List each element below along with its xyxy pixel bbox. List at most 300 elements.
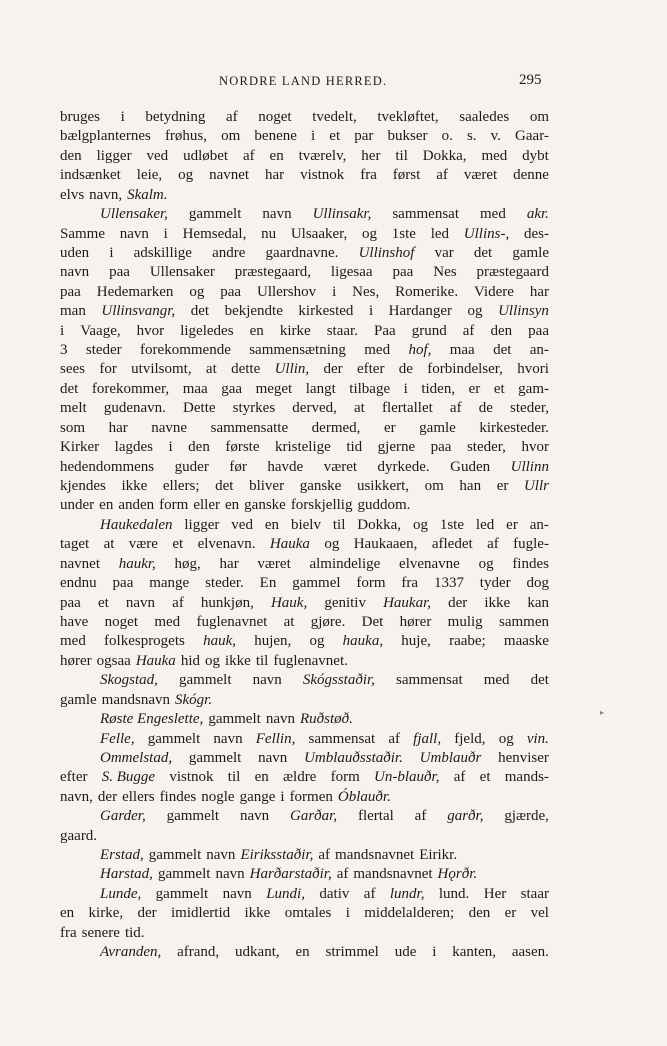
word: Hauka xyxy=(269,536,310,553)
word: omtales xyxy=(284,905,332,922)
word: Garðar, xyxy=(290,808,338,825)
word: efter xyxy=(60,769,88,786)
word: gaa xyxy=(221,380,243,397)
word: af xyxy=(388,730,400,747)
word: der xyxy=(97,788,118,805)
word: og xyxy=(362,225,378,242)
word: været xyxy=(463,167,498,184)
margin-mark: ▸ xyxy=(600,708,605,717)
word: denne xyxy=(513,167,549,184)
word: steder, xyxy=(510,400,549,417)
word: ligger xyxy=(96,147,132,164)
text-line xyxy=(60,555,549,574)
word: paa xyxy=(60,594,81,611)
word: Hemsedal, xyxy=(182,225,247,242)
word: Harðarstaðir, xyxy=(249,866,332,883)
word: forbindelser, xyxy=(427,361,503,378)
word: paa xyxy=(392,264,414,281)
word: steder, xyxy=(466,439,506,456)
word: en xyxy=(295,944,310,961)
word: lagdes xyxy=(114,439,153,456)
text-line xyxy=(60,360,549,379)
word: almindelige xyxy=(309,555,381,572)
header-title: NORDRE LAND HERRED. xyxy=(219,74,388,88)
word: fra xyxy=(60,924,77,941)
text-line xyxy=(60,263,549,282)
word: og xyxy=(178,167,194,184)
word: bælgplanternes xyxy=(60,128,151,145)
word: her xyxy=(361,147,381,164)
text-line xyxy=(60,613,549,632)
word: Ullensaker xyxy=(149,264,215,281)
word: et xyxy=(493,380,505,397)
word: fjeld, xyxy=(454,730,486,747)
word: mandsnavnet xyxy=(335,847,415,864)
word: tid xyxy=(346,439,363,456)
word: af xyxy=(172,594,184,611)
word: man xyxy=(60,303,86,320)
word: genitiv xyxy=(324,594,366,611)
word: Dokka, xyxy=(422,147,467,164)
word: leie, xyxy=(136,167,163,184)
word: af xyxy=(242,147,255,164)
word: ligesaa xyxy=(330,264,373,281)
word: hunkjøn, xyxy=(200,594,254,611)
word: gammelt xyxy=(166,808,220,825)
text-line xyxy=(60,438,549,457)
word: bukser xyxy=(387,128,428,145)
word: i xyxy=(109,244,114,261)
word: det xyxy=(60,380,79,397)
word: Nes xyxy=(433,264,457,281)
word: kirkesteder. xyxy=(479,419,549,436)
word: forekommende xyxy=(140,342,231,359)
word: i xyxy=(332,283,337,300)
word: det xyxy=(473,244,493,261)
text-line xyxy=(60,322,549,341)
word: garðr, xyxy=(447,808,484,825)
text-line xyxy=(60,399,549,418)
word: hvor xyxy=(136,322,165,339)
word: par xyxy=(354,128,374,145)
word: dyrkede. xyxy=(377,458,430,475)
word: s. xyxy=(466,128,477,145)
word: for xyxy=(99,361,117,378)
word: hvori xyxy=(517,361,549,378)
word: form xyxy=(356,575,386,592)
word: af xyxy=(436,167,448,184)
word: et xyxy=(172,536,184,553)
word: Ullinsvangr, xyxy=(101,303,176,320)
word: under xyxy=(60,497,95,514)
word: tiden, xyxy=(421,380,456,397)
word: dybt xyxy=(522,147,549,164)
word: Skógsstaðir, xyxy=(302,672,375,689)
word: kirke, xyxy=(88,905,124,922)
word: navn xyxy=(258,749,288,766)
word: formen xyxy=(289,788,333,805)
text-line xyxy=(60,943,549,962)
text-line xyxy=(60,827,549,846)
text-line xyxy=(60,807,549,826)
word: gamle xyxy=(60,691,97,708)
word: eller xyxy=(193,497,220,514)
word: i xyxy=(432,944,437,961)
word: ogsaa xyxy=(96,652,131,669)
word: sees xyxy=(60,361,85,378)
word: paa xyxy=(112,575,134,592)
word: den xyxy=(60,147,82,164)
word: Guden xyxy=(450,458,491,475)
word: af xyxy=(453,769,466,786)
text-line xyxy=(60,574,549,593)
word: af xyxy=(414,808,427,825)
word: med xyxy=(483,672,510,689)
word: ældre xyxy=(283,769,317,786)
word: har xyxy=(108,419,128,436)
word: hauk, xyxy=(203,633,236,650)
word: paa xyxy=(60,283,81,300)
text-line xyxy=(60,496,549,515)
word: Dokka, xyxy=(357,516,402,533)
word: forskjellig xyxy=(290,497,353,514)
word: gjerne xyxy=(377,439,416,456)
word: Ullin, xyxy=(274,361,310,378)
word: og xyxy=(204,652,220,669)
text-line xyxy=(60,865,549,884)
word: den xyxy=(490,322,513,339)
word: kristelige xyxy=(274,439,331,456)
word: adskillige xyxy=(133,244,192,261)
word: har xyxy=(264,167,285,184)
text-line xyxy=(60,788,549,807)
word: hører xyxy=(399,613,432,630)
word: gjøre. xyxy=(310,613,346,630)
text-line xyxy=(60,341,549,360)
word: først xyxy=(392,167,421,184)
word: navn xyxy=(239,808,270,825)
word: et xyxy=(97,594,109,611)
word: navnet xyxy=(209,167,250,184)
word: hid xyxy=(180,652,200,669)
word: Haukar, xyxy=(383,594,432,611)
word: Dette xyxy=(183,400,216,417)
text-line xyxy=(60,924,549,943)
text-line xyxy=(60,846,549,865)
word: an- xyxy=(529,342,549,359)
text-line xyxy=(60,205,549,224)
text-line xyxy=(60,302,549,321)
word: ved xyxy=(146,147,169,164)
word: folkesprogets xyxy=(104,633,185,650)
word: Ulsaaker, xyxy=(290,225,348,242)
word: ganske xyxy=(244,497,286,514)
word: gammelt xyxy=(188,749,242,766)
word: navn xyxy=(206,847,236,864)
word: Ommelstad, xyxy=(100,749,173,766)
word: findes xyxy=(159,788,197,805)
text-line xyxy=(60,127,549,146)
word: en xyxy=(254,769,269,786)
word: dativ xyxy=(319,885,350,902)
word: grund xyxy=(411,322,447,339)
word: bruges xyxy=(60,109,100,125)
word: Hauka xyxy=(135,652,176,669)
word: guder xyxy=(174,458,209,475)
word: er xyxy=(468,380,481,397)
word: i xyxy=(280,788,285,805)
word: dog xyxy=(526,575,549,592)
word: Hauk, xyxy=(270,594,308,611)
text-line xyxy=(60,710,549,729)
word: navn xyxy=(252,672,282,689)
word: o. xyxy=(441,128,453,145)
word: en xyxy=(224,497,240,514)
word: udkant, xyxy=(235,944,280,961)
text-line xyxy=(60,904,549,923)
word: dette xyxy=(231,361,261,378)
word: været xyxy=(323,458,358,475)
word: mandsnavn xyxy=(101,691,170,708)
word: steder. xyxy=(205,575,244,592)
word: Haukedalen xyxy=(100,516,173,533)
word: nogle xyxy=(201,788,235,805)
word: præstegaard, xyxy=(234,264,311,281)
word: til xyxy=(255,652,269,669)
word: Ruðstøð. xyxy=(299,711,353,728)
word: navn xyxy=(60,264,90,281)
word: noget xyxy=(104,613,138,630)
word: ellers; xyxy=(162,478,200,495)
word: Umblauðr xyxy=(419,749,482,766)
word: paa xyxy=(430,439,452,456)
word: en xyxy=(264,516,280,533)
word: navn, xyxy=(89,186,123,203)
word: Nes, xyxy=(352,283,380,300)
word: imidlertid xyxy=(170,905,231,922)
word: er xyxy=(383,419,396,436)
word: Hardanger xyxy=(388,303,452,320)
word: Felle, xyxy=(100,730,135,747)
word: fuglenavnet xyxy=(196,613,268,630)
word: mulig xyxy=(447,613,483,630)
word: og xyxy=(324,536,340,553)
word: lundr, xyxy=(389,885,425,902)
word: sammensætning xyxy=(249,342,346,359)
word: Harstad, xyxy=(100,866,153,883)
word: været xyxy=(257,555,291,572)
word: Un-blauðr, xyxy=(374,769,440,786)
word: hører xyxy=(60,652,92,669)
word: gamle xyxy=(419,419,456,436)
word: Ullinsakr, xyxy=(312,206,372,223)
text-line xyxy=(60,691,549,710)
word: ude xyxy=(394,944,417,961)
text-line xyxy=(60,516,549,535)
word: gaard. xyxy=(60,827,98,844)
text-line xyxy=(60,419,549,438)
word: v. xyxy=(490,128,501,145)
word: til xyxy=(227,769,241,786)
word: om xyxy=(529,109,549,125)
word: betydning xyxy=(145,109,206,125)
word: Hedemarken xyxy=(96,283,174,300)
word: Røste Engeslette, xyxy=(100,711,204,728)
word: i xyxy=(120,109,125,125)
word: indsænket xyxy=(60,167,121,184)
word: navne xyxy=(151,419,188,436)
word: et xyxy=(479,769,491,786)
word: have xyxy=(60,613,89,630)
word: og xyxy=(498,730,514,747)
word: Avranden, xyxy=(100,944,162,961)
word: hvor xyxy=(521,439,549,456)
word: an- xyxy=(529,516,549,533)
word: 3 xyxy=(60,342,68,359)
word: der xyxy=(323,361,343,378)
word: navn xyxy=(119,225,149,242)
word: vistnok xyxy=(300,167,345,184)
word: dermed, xyxy=(311,419,361,436)
word: maa xyxy=(182,380,208,397)
word: led xyxy=(475,516,495,533)
text-line xyxy=(60,730,549,749)
body-text xyxy=(60,108,549,963)
word: den xyxy=(188,439,210,456)
word: med xyxy=(154,613,181,630)
word: elvenavn. xyxy=(197,536,256,553)
word: henviser xyxy=(498,749,549,766)
word: til xyxy=(332,516,346,533)
word: i xyxy=(168,439,173,456)
word: ligger xyxy=(184,516,220,533)
word: middelalderen; xyxy=(364,905,455,922)
text-line xyxy=(60,225,549,244)
word: Ullr xyxy=(523,478,549,495)
word: huje, xyxy=(401,633,431,650)
word: mands- xyxy=(504,769,549,786)
word: det xyxy=(530,672,549,689)
word: staar xyxy=(520,885,549,902)
word: sammen xyxy=(499,613,549,630)
word: den xyxy=(468,905,491,922)
word: Paa xyxy=(373,322,396,339)
word: gammelt xyxy=(179,672,232,689)
word: 1337 xyxy=(433,575,464,592)
word: En xyxy=(259,575,277,592)
word: hujen, xyxy=(254,633,292,650)
word: og xyxy=(189,283,205,300)
word: præstegaard xyxy=(476,264,549,281)
word: der xyxy=(448,594,468,611)
word: til xyxy=(395,147,408,164)
word: gammelt xyxy=(208,711,261,728)
word: ikke xyxy=(244,905,271,922)
word: Ullins-, xyxy=(463,225,510,242)
word: anden xyxy=(118,497,155,514)
word: fra xyxy=(401,575,419,592)
word: om xyxy=(221,128,241,145)
word: er xyxy=(504,905,517,922)
word: det xyxy=(190,303,210,320)
word: tvekløftet, xyxy=(377,109,439,125)
word: havde xyxy=(267,458,304,475)
word: gammelt xyxy=(147,730,201,747)
word: som xyxy=(60,419,86,436)
text-line xyxy=(60,283,549,302)
word: og xyxy=(309,633,325,650)
word: noget xyxy=(258,109,292,125)
word: han xyxy=(459,478,482,495)
word: Eirikr. xyxy=(419,847,458,864)
word: Ullinshof xyxy=(358,244,415,261)
word: Fellin, xyxy=(255,730,296,747)
text-line xyxy=(60,535,549,554)
text-line xyxy=(60,671,549,690)
word: forekommer, xyxy=(91,380,170,397)
word: i xyxy=(311,128,316,145)
word: fugle- xyxy=(513,536,549,553)
text-line xyxy=(60,768,549,787)
word: og xyxy=(478,555,494,572)
word: mandsnavnet xyxy=(353,866,433,883)
word: Eiriksstaðir, xyxy=(240,847,314,864)
word: andre xyxy=(212,244,246,261)
word: Videre xyxy=(474,283,514,300)
word: saaledes xyxy=(459,109,510,125)
word: Skogstad, xyxy=(100,672,158,689)
word: en xyxy=(60,905,75,922)
word: styrkes xyxy=(232,400,276,417)
word: af xyxy=(449,400,462,417)
word: af xyxy=(462,322,475,339)
word: vel xyxy=(530,905,549,922)
word: guddom. xyxy=(357,497,411,514)
word: Umblauðsstaðir. xyxy=(304,749,403,766)
word: at xyxy=(354,400,365,417)
word: vistnok xyxy=(169,769,214,786)
text-line xyxy=(60,147,549,166)
word: og xyxy=(412,516,428,533)
word: gammel xyxy=(292,575,341,592)
word: vin. xyxy=(526,730,549,747)
text-line xyxy=(60,380,549,399)
word: maaske xyxy=(503,633,549,650)
word: Skógr. xyxy=(174,691,213,708)
word: form xyxy=(330,769,360,786)
word: tid. xyxy=(124,924,145,941)
word: steder xyxy=(85,342,122,359)
word: Óblauðr. xyxy=(337,788,391,805)
text-line xyxy=(60,594,549,613)
word: fuglenavnet. xyxy=(273,652,348,669)
word: ved xyxy=(231,516,253,533)
word: flertallet xyxy=(381,400,433,417)
word: det xyxy=(493,342,512,359)
word: findes xyxy=(512,555,549,572)
word: af xyxy=(226,109,238,125)
word: Erstad, xyxy=(100,847,144,864)
word: sammensat xyxy=(308,730,376,747)
word: at xyxy=(205,361,217,378)
word: gammelt xyxy=(188,206,242,223)
word: navn xyxy=(265,711,295,728)
text-line xyxy=(60,166,549,185)
text-line xyxy=(60,108,549,127)
word: gam- xyxy=(518,380,549,397)
word: meget xyxy=(255,380,293,397)
word: med xyxy=(60,633,86,650)
